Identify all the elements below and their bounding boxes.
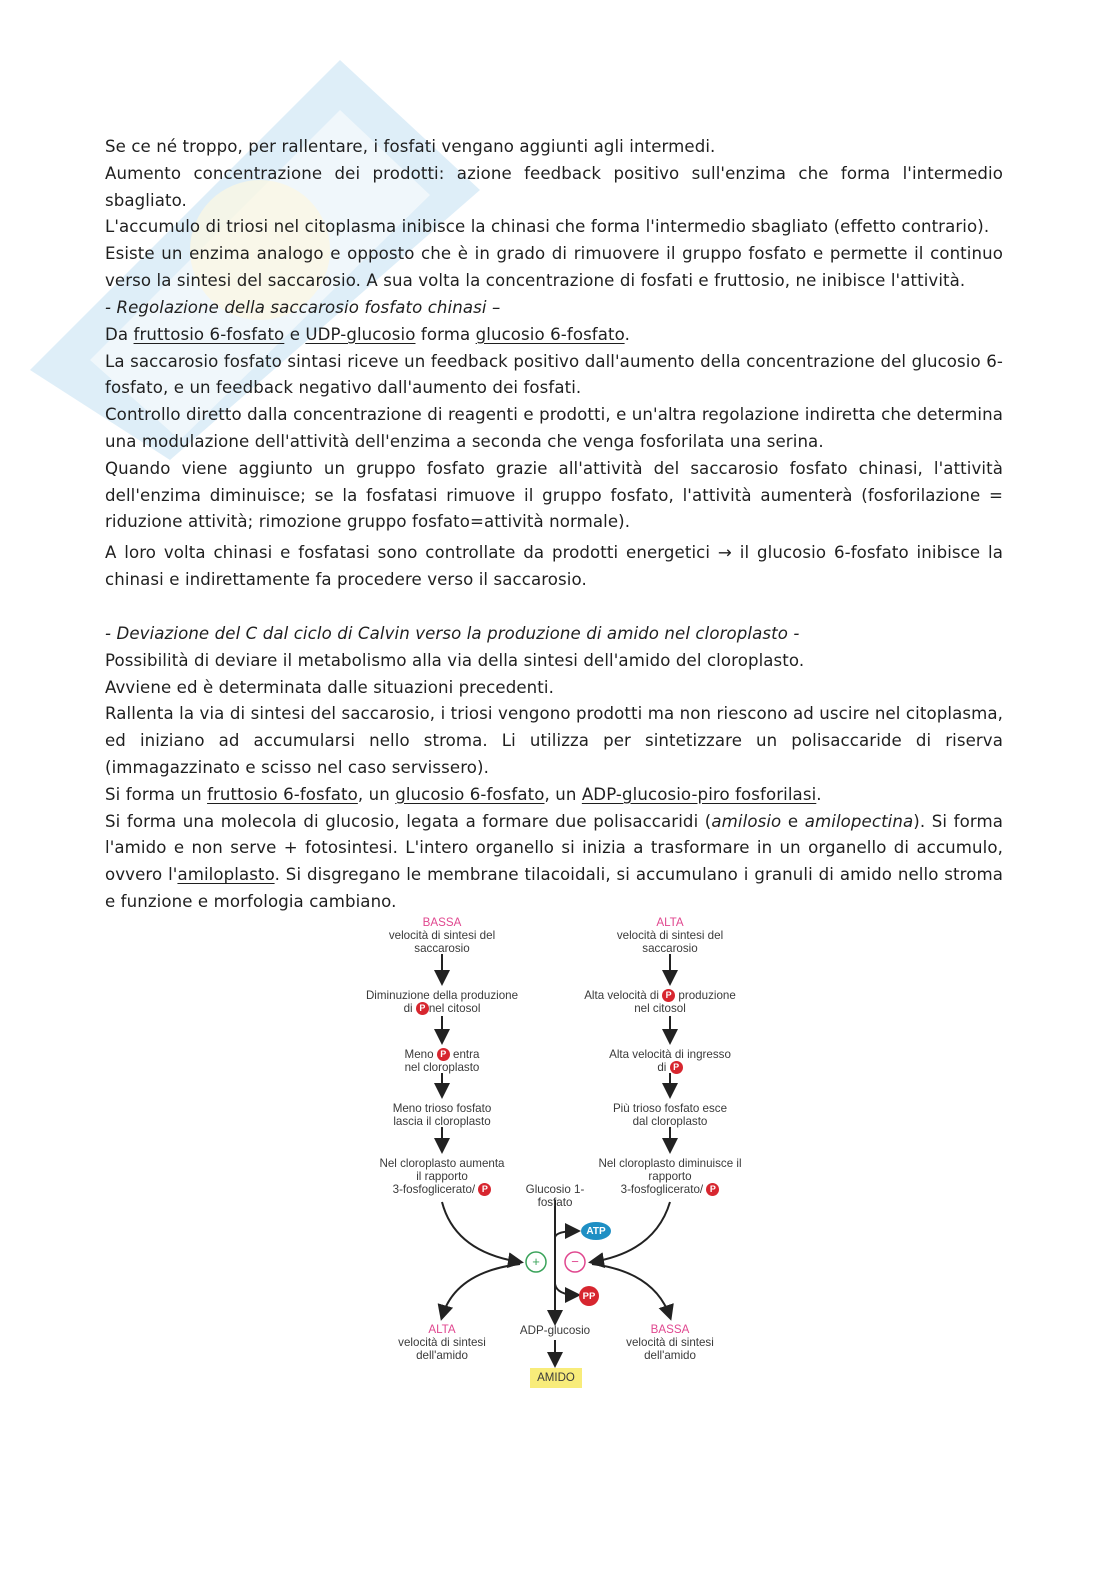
label-diminuzione [357,989,527,1015]
term-adp-glucosio: ADP-glucosio-piro fosforilasi [581,784,817,804]
text: Si forma un [105,784,202,804]
level-text: velocità di sintesi dell'amido [398,1336,486,1362]
phosphate-icon: P [416,1002,429,1015]
text: Nel cloroplasto diminuisce il rapporto [598,1157,742,1183]
paragraph: A loro volta chinasi e fosfatasi sono controllate da prodotti energetici → il glucosio 6-fosfato inibisce la chinasi e indirettamente fa procedere verso il saccarosio. [105,543,1003,589]
text: Diminuzione della produzione [365,989,519,1002]
text: Alta velocità di ingresso [609,1048,731,1061]
text: , un [544,784,577,804]
text: Alta velocità di [584,989,659,1002]
atp-icon: ATP [586,1226,606,1237]
text: 3-fosfoglicerato/ [620,1183,704,1196]
amido-box: AMIDO [530,1368,582,1388]
label-bassa-amido [605,1323,735,1362]
label-glucosio-1-fosfato: Glucosio 1-fosfato [525,1183,585,1209]
text: di [657,1061,667,1074]
text: entra [453,1048,480,1061]
phosphate-icon: P [706,1183,719,1196]
text: . [816,784,822,804]
phosphate-icon: P [670,1061,683,1074]
term-glucosio: glucosio 6-fosfato [395,784,545,804]
minus-icon: − [571,1254,579,1269]
paragraph: La saccarosio fosfato sintasi riceve un feedback positivo dall'aumento della concentrazione del glucosio 6-fosfato, e un feedback negativo dall'aumento dei fosfati. [105,351,1003,398]
text: produzione [678,989,736,1002]
text: nel cloroplasto [404,1061,480,1075]
paragraph [105,782,1003,809]
phosphate-icon: P [437,1048,450,1061]
paragraph: Esiste un enzima analogo e opposto che è in grado di rimuovere il gruppo fosfato e permette il continuo verso la sintesi del saccarosio. A sua volta la concentrazione di fosfati e fruttosio, ne inibisce l'attività. [105,244,1003,290]
label-piu-trioso: Più trioso fosfato esce dal cloroplasto [612,1102,728,1128]
term-fruttosio: fruttosio 6-fosfato [133,324,285,344]
text: e [289,324,301,344]
level-text: velocità di sintesi del saccarosio [616,929,724,955]
paragraph: L'accumulo di triosi nel citoplasma inibisce la chinasi che forma l'intermedio sbagliato (effetto contrario). [105,217,990,237]
label-adp-glucosio: ADP-glucosio [519,1324,591,1337]
diagram-arrows [355,912,775,1394]
text: ). Si forma l'amido e non serve + fotosintesi. L'intero organello si inizia a trasformare in un organello di accumulo, ovvero l' [105,811,1004,885]
paragraph [105,809,1003,916]
text: forma [420,324,471,344]
section-heading: - Regolazione della saccarosio fosfato chinasi – [105,298,501,317]
paragraph [105,322,1003,349]
paragraph: Rallenta la via di sintesi del saccarosio, i triosi vengono prodotti ma non riescono ad uscire nel citoplasma, ed iniziano ad accumularsi nello stroma. Li utilizza per sintetizzare un polisaccaride di riserva (immagazzinato e scisso nel caso servissero). [105,704,1003,777]
label-alta-ingresso [595,1048,745,1074]
paragraph: Controllo diretto dalla concentrazione di reagenti e prodotti, e un'altra regolazione indiretta che determina una modulazione dell'attività dell'enzima a seconda che venga fosforilata una serina. [105,405,1003,451]
level-label: BASSA [650,1323,690,1336]
label-alta-amido [377,1323,507,1362]
section-deviazione-calvin [105,621,1003,916]
label-meno-p [377,1048,507,1074]
text: Meno [404,1048,434,1061]
phosphate-icon: P [478,1183,491,1196]
level-label: ALTA [656,916,684,929]
text: Nel cloroplasto aumenta il rapporto [379,1157,505,1183]
pp-icon: PP [582,1291,596,1302]
paragraph: Se ce né troppo, per rallentare, i fosfati vengano aggiunti agli intermedi. [105,137,716,156]
section-saccarosio-chinasi [105,295,1003,594]
section-heading: - Deviazione del C dal ciclo di Calvin verso la produzione di amido nel cloroplasto - [105,624,800,643]
text: . Si disgregano le membrane tilacoidali, si accumulano i granuli di amido nello stroma e funzione e morfologia cambiano. [105,865,1003,911]
label-meno-trioso: Meno trioso fosfato lascia il cloroplasto [392,1102,492,1128]
starch-regulation-diagram [355,912,775,1394]
phosphate-icon: P [662,989,675,1002]
level-label: ALTA [428,1323,456,1336]
plus-icon: + [532,1254,540,1269]
term-amilosio: amilosio [711,811,782,831]
term-amilopectina: amilopectina [804,811,914,831]
level-label: BASSA [422,916,462,929]
text: , un [357,784,390,804]
text: Si forma una molecola di glucosio, legata a formare due polisaccaridi ( [105,811,712,831]
label-diminuisce-rapporto [595,1157,745,1196]
text: nel citosol [634,1002,686,1016]
label-bassa-saccarosio [377,916,507,955]
paragraph: Avviene ed è determinata dalle situazioni precedenti. [105,677,554,697]
term-glucosio: glucosio 6-fosfato [475,324,625,344]
paragraph: Aumento concentrazione dei prodotti: azione feedback positivo sull'enzima che forma l'intermedio sbagliato. [105,163,1003,210]
paragraph: Possibilità di deviare il metabolismo alla via della sintesi dell'amido del cloroplasto. [105,650,805,670]
text: di [403,1002,413,1015]
text: e [781,811,805,831]
label-aumenta-rapporto [377,1157,507,1196]
label-alta-produzione [575,989,745,1015]
text: nel citosol [428,1002,481,1015]
text: 3-fosfoglicerato/ [392,1183,476,1196]
label-alta-saccarosio [605,916,735,955]
paragraph: Quando viene aggiunto un gruppo fosfato grazie all'attività del saccarosio fosfato chinasi, l'attività dell'enzima diminuisce; se la fosfatasi rimuove il gruppo fosfato, l'attività aumenterà (fosforilazione = riduzione attività; rimozione gruppo fosfato=attività normale). [105,458,1003,532]
text: Da [105,324,129,344]
text: . [624,324,630,344]
intro-text [105,134,1003,295]
term-amiloplasto: amiloplasto [177,865,275,885]
term-fruttosio: fruttosio 6-fosfato [207,784,358,804]
level-text: velocità di sintesi dell'amido [626,1336,714,1362]
level-text: velocità di sintesi del saccarosio [388,929,496,955]
term-udp-glucosio: UDP-glucosio [305,324,416,344]
